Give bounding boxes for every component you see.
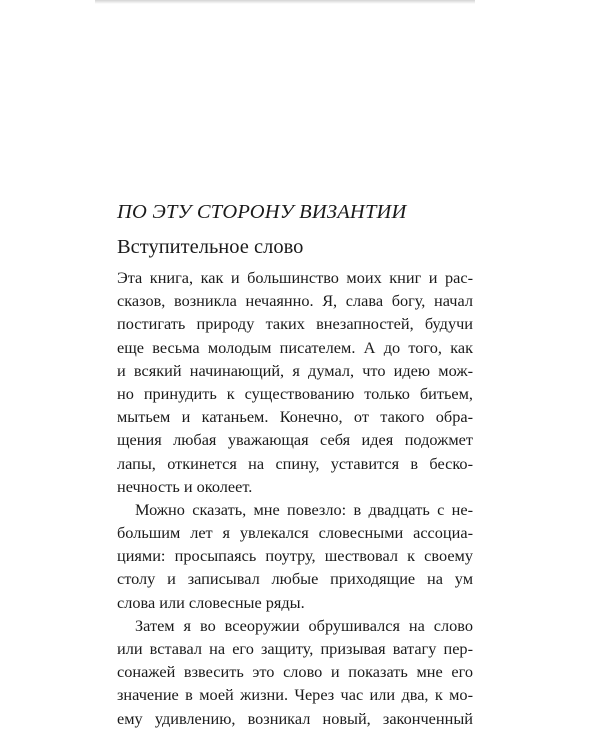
text-line: сонажей взвесить это слово и показать мне его: [117, 662, 473, 682]
text-line: нечность и околеет.: [117, 476, 253, 496]
text-line: сказов, возникла нечаянно. Я, слава богу, начал: [117, 291, 473, 311]
text-line: большим лет я увлекался словесными ассоциа-: [117, 523, 473, 543]
text-line: но принудить к существованию только битьем,: [117, 383, 473, 403]
text-line: значение в моей жизни. Через час или два, к мо-: [117, 685, 473, 705]
chapter-title: ПО ЭТУ СТОРОНУ ВИЗАНТИИ: [117, 201, 407, 223]
text-line: мытьем и катаньем. Конечно, от такого обра-: [117, 407, 473, 427]
section-heading: Вступительное слово: [117, 236, 304, 258]
text-line: циями: просыпаясь поутру, шествовал к своему: [117, 546, 473, 566]
text-line: Эта книга, как и большинство моих книг и рас-: [117, 268, 473, 287]
text-line: столу и записывал любые приходящие на ум: [117, 569, 473, 589]
text-line: постигать природу таких внезапностей, будучи: [117, 314, 473, 334]
body-text: [117, 266, 473, 730]
text-line: слова или словесные ряды.: [117, 592, 305, 612]
text-line: щения любая уважающая себя идея подожмет: [117, 430, 473, 450]
text-line: еще весьма молодым писателем. А до того, как: [117, 337, 473, 357]
text-line: Можно сказать, мне повезло: в двадцать с не-: [135, 499, 473, 519]
page-top-shadow: [95, 0, 475, 4]
text-line: лапы, откинется на спину, уставится в беско-: [117, 453, 473, 473]
text-line: и всякий начинающий, я думал, что идею мож-: [117, 360, 473, 380]
text-line: или вставал на его защиту, призывая ватагу пер-: [117, 639, 473, 658]
text-line: Затем я во всеоружии обрушивался на слово: [135, 615, 473, 635]
text-line: ему удивлению, возникал новый, законченный: [117, 708, 473, 728]
